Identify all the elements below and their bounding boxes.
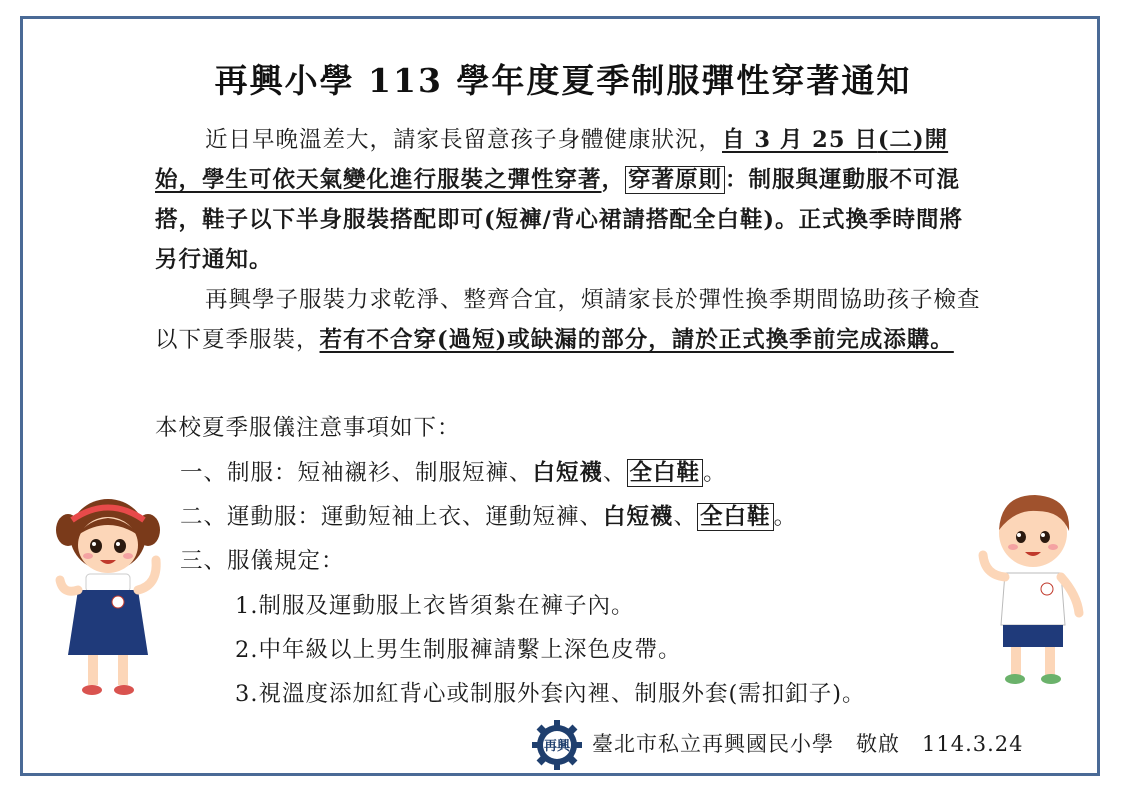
respect-text: 敬啟 (856, 732, 900, 756)
paragraph-2 (155, 280, 985, 360)
item-sportswear-shoes: 全白鞋 (697, 503, 774, 531)
p1-principle-text: ：制服與運動服不可混搭，鞋子以下半身服裝搭配即可(短褲/背心裙請搭配全白鞋)。正式換季時間將另行通知。 (155, 167, 964, 273)
rule-1: 1.制服及運動服上衣皆須紮在褲子內。 (235, 593, 635, 619)
school-name: 臺北市私立再興國民小學 (592, 732, 834, 756)
rule-2: 2.中年級以上男生制服褲請繫上深色皮帶。 (235, 637, 682, 663)
item-sportswear-socks: 白短襪 (603, 504, 674, 530)
notice-date: 114.3.24 (922, 732, 1024, 756)
item-uniform (180, 455, 727, 487)
page-title: 再興小學 113 學年度夏季制服彈性穿著通知 (214, 61, 912, 100)
boy-cartoon-illustration (975, 485, 1090, 690)
principle-label: 穿著原則 (625, 166, 725, 194)
item-uniform-sep: 、 (603, 460, 627, 486)
item-sportswear-prefix: 二、運動服：運動短袖上衣、運動短褲、 (180, 504, 604, 530)
p1-date: 自 3 月 25 日 (722, 127, 878, 153)
item-uniform-socks: 白短襪 (532, 460, 604, 486)
item-uniform-end: 。 (703, 460, 727, 486)
p2-text: 再興學子服裝力求乾淨、整齊合宜，煩請家長於彈性換季期間協助孩子檢查以下夏季服裝， (155, 287, 981, 353)
item-sportswear (180, 499, 797, 531)
p1-comma: ， (601, 167, 626, 193)
notes-heading: 本校夏季服儀注意事項如下： (155, 415, 461, 441)
girl-cartoon-illustration (48, 490, 168, 700)
p1-intro: 近日早晚溫差大，請家長留意孩子身體健康狀況， (205, 127, 723, 153)
p2-underlined: 若有不合穿(過短)或缺漏的部分，請於正式換季前完成添購。 (319, 327, 954, 353)
item-sportswear-end: 。 (773, 504, 798, 530)
school-gear-logo (530, 718, 584, 772)
p1-start: (二)開始，學生可依天氣變化進行服裝之彈性穿著 (155, 127, 949, 193)
paragraph-1 (155, 120, 985, 280)
rules-heading: 三、服儀規定： (180, 548, 345, 574)
logo-text: 再興 (543, 739, 571, 754)
footer-signature (592, 728, 1046, 758)
item-uniform-prefix: 一、制服：短袖襯衫、制服短褲、 (180, 460, 533, 486)
rule-3: 3.視溫度添加紅背心或制服外套內裡、制服外套(需扣釦子)。 (235, 681, 866, 707)
item-sportswear-sep: 、 (673, 504, 698, 530)
item-uniform-shoes: 全白鞋 (627, 459, 704, 487)
